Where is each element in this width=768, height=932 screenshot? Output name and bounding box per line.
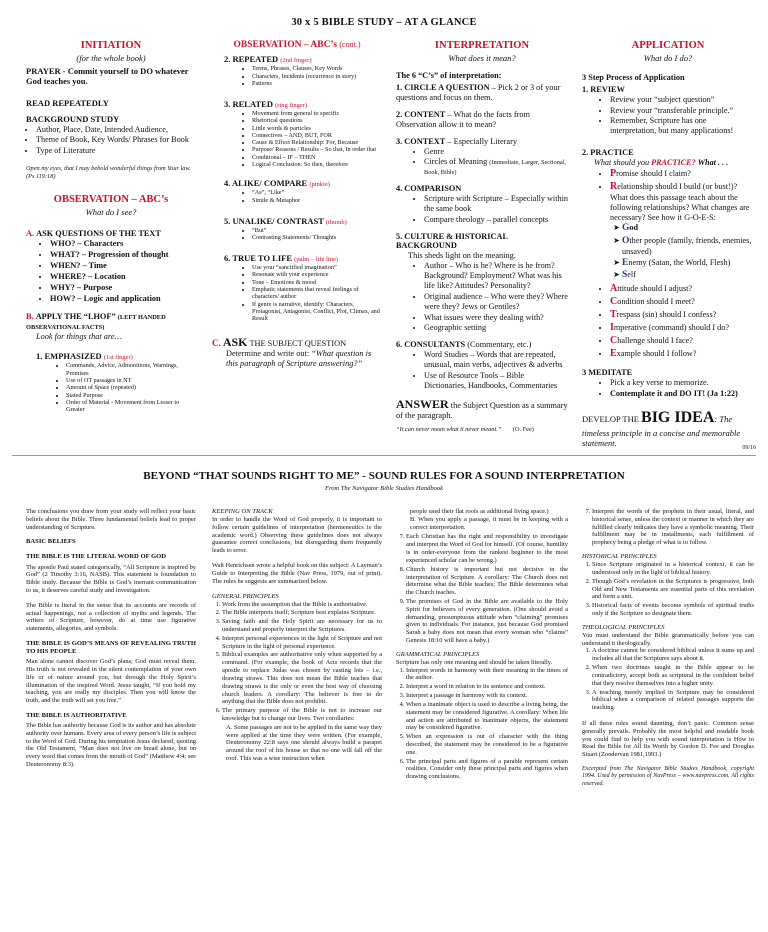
develop-rest: : The timeless principle in a concise and memorable statement.	[582, 414, 741, 448]
unalike-tag: (thumb)	[325, 218, 347, 226]
interp-sub: What does it mean?	[448, 52, 516, 63]
observation-heading: OBSERVATION – ABC’s	[53, 194, 169, 206]
authoritative-para: The Bible has authority because God is its author and has absolute authority over humans. Every area of every person’s life is subject to the Word of God. During his temptation Jesus declared, quoting the Old Testament, “Man does not live on bread alone, but on every word that comes from the mouth of God” (Matthew 4:4; see Deuteronomy 8:3).	[26, 721, 196, 769]
historical-heading: HISTORICAL PRINCIPLES	[582, 553, 657, 561]
acrostic-text: ttitude should I adjust?	[617, 283, 693, 293]
acrostic-text: elationship should I build (or bust!)? What does this passage teach about the following relationships? What changes are necessary? See how it G-O-E-S:	[610, 181, 750, 222]
emph-item: • Commands, Advice, Admonitions, Warnings, Promises	[66, 362, 196, 377]
corollary-a: A. Some passages are not to be applied in the same way they were applied at the time they were written. (For example, Deuteronomy 22:8 says one should always build a parapet around the roof of his house so that no one will fall off the roof. This was a wise instruction when	[226, 723, 382, 762]
related-item: • Little words & particles	[252, 125, 382, 132]
i1-label: 1. CIRCLE A QUESTION	[396, 82, 490, 92]
authoritative-heading: THE BIBLE IS AUTHORITATIVE	[26, 711, 127, 719]
c-det: Determine and write out:	[226, 348, 310, 358]
related-tag: (ring finger)	[275, 102, 308, 110]
truetolife-label: 6. TRUE TO LIFE	[224, 253, 293, 264]
general-item: 1. Work from the assumption that the Bible is authoritative.	[222, 601, 382, 609]
related-item: • Movement from general to specific	[252, 110, 382, 117]
grammatical-item: 5. When an expression is out of character with the thing described, the statement may be considered to be a figurative one.	[406, 733, 568, 756]
grammatical-item: 2. Interpret a word in relation to its sentence and context.	[406, 683, 568, 691]
keeping-para: In order to handle the Word of God properly, it is important to follow certain guidelines of interpretation (hermeneutics is the academic word.) Observing these guidelines does not always guarantee correct conclusions, but disregarding them frequently leads to error.	[212, 516, 382, 555]
b-text: APPLY THE “LHOF”	[35, 311, 116, 321]
bottom-title: BEYOND “THAT SOUNDS RIGHT TO ME” - SOUND RULES FOR A SOUND INTERPRETATION	[143, 470, 625, 482]
acrostic-letter: I	[610, 321, 614, 333]
observation-sub: What do I see?	[85, 206, 137, 217]
divider	[12, 455, 756, 456]
initiation-heading: INITIATION	[80, 40, 142, 51]
i3-rest: – Especially Literary	[447, 136, 517, 146]
emph-item: • Order of Material - Movement from Lesser to Greater	[66, 399, 196, 414]
grammatical-heading: GRAMMATICAL PRINCIPLES	[396, 650, 480, 658]
ask-big: ASK	[222, 334, 248, 349]
bottom-col-1	[26, 508, 196, 776]
acrostic-letter: R	[610, 180, 618, 192]
answer-big: ANSWER	[396, 396, 449, 411]
acrostic-text: hallenge should I face?	[617, 335, 693, 345]
c-label: C.	[212, 337, 221, 348]
meditate-label: 3 MEDITATE	[582, 367, 633, 377]
acrostic-letter: C	[610, 295, 618, 307]
date-stamp: 09/16	[742, 445, 756, 451]
i5-item: • Original audience – Who were they? Where were they? Jews or Gentiles?	[424, 292, 568, 312]
verse-text: Open my eyes, that I may behold wonderful things from Your law. (Ps 119:18)	[26, 165, 191, 180]
goes-letter: S	[622, 270, 628, 281]
i5-sub: This sheds light on the meaning.	[408, 251, 516, 261]
goes-text: elf	[627, 270, 636, 280]
review-item: • Review your “transferable principle.”	[610, 106, 754, 116]
meditate-item: • Contemplate it and DO IT! (Ja 1:22)	[610, 389, 754, 399]
i6-item: • Word Studies – Words that are repeated, unusual, main verbs, adjectives & adverbs	[424, 350, 568, 370]
bg-item: • Type of Literature	[36, 146, 196, 156]
bottom-col-3	[396, 508, 568, 782]
general-item: 7. Each Christian has the right and responsibility to investigate and interpret the Word of God for himself. (Of course, humility is in order-everyone from the rankest beginner to the most experienced scholar can be wrong.)	[406, 533, 568, 564]
truetolife-item: • If genre is narrative, identify: Characters, Protagonist, Antagonist, Conflict, Plot, Climax, and Result	[252, 301, 382, 323]
ask-item: • WHO? – Characters	[50, 239, 196, 249]
practice-what: What . . .	[697, 158, 729, 168]
emph-item: • Use of OT passages in NT	[66, 377, 196, 384]
unalike-item: • “But”	[252, 227, 382, 234]
i6-item: • Use of Resource Tools – Bible Dictionaries, Handbooks, Commentaries	[424, 371, 568, 391]
revealing-para: Man alone cannot discover God’s plans; God must reveal them. His truth is not revealed in the silent contemplation of your own life or of nature around you, but through the Holy Spirit’s illumination of the inspired Word. Jesus taught, “If you hold my teaching, you are really my disciples. Then you will know the truth, and the truth will set you free.”	[26, 658, 196, 705]
obs-cont-tag: (cont.)	[339, 40, 361, 49]
alike-label: 4. ALIKE/ COMPARE	[224, 178, 308, 189]
ask-item: • WHAT? – Progression of thought	[50, 250, 196, 260]
acrostic-text: mperative (command) should I do?	[613, 322, 729, 332]
alike-tag: (pinkie)	[309, 181, 330, 189]
general-item: 5. Biblical examples are authoritative only when supported by a command. (For example, the book of Acts records that the apostle to replace Judas was chosen by casting lots – i.e., drawing straws. This does not mean the Bible teaches that drawing straws is the only or even the best way of choosing church leaders. A corollary: The believer is free to do anything that the Bible does not prohibit.	[222, 651, 382, 706]
related-item: • Rhetorical questions	[252, 117, 382, 124]
ask-item: • WHEN? – Time	[50, 261, 196, 271]
practice-word: PRACTICE?	[651, 158, 696, 168]
six-cs: The 6 “C’s” of interpretation:	[396, 70, 502, 80]
theological-item: 1. A doctrine cannot be considered biblical unless it sums up and includes all that the Scriptures says about it.	[592, 647, 754, 663]
related-item: • Conditional – IF – THEN	[252, 154, 382, 161]
b-sub: Look for things that are…	[36, 331, 122, 341]
initiation-sub: (for the whole book)	[76, 52, 146, 63]
repeated-item: • Terms, Phrases, Clauses, Key Words	[252, 65, 382, 72]
ask-item: • WHY? – Purpose	[50, 283, 196, 293]
acrostic-text: ondition should I meet?	[617, 296, 695, 306]
i2-label: 2. CONTENT	[396, 109, 446, 119]
b-label: B.	[26, 311, 34, 321]
bottom-source: From The Navigator Bible Studies Handbook	[324, 485, 443, 492]
repeated-label: 2. REPEATED	[224, 54, 279, 65]
unalike-label: 5. UNALIKE/ CONTRAST	[224, 215, 324, 226]
bottom-col-4	[582, 508, 754, 795]
ask-item: • HOW? – Logic and application	[50, 294, 196, 304]
alike-item: • “As”, “Like”	[252, 189, 382, 196]
practice-sub: What should you	[594, 158, 650, 168]
general-item: 8. Church history is important but not decisive in the interpretation of Scripture. A corollary: The Church does not determine what the Bible teaches; The Bible determines what the Church teaches.	[406, 566, 568, 597]
related-item: • Logical Conclusion: So then, therefore	[252, 161, 382, 168]
i5-item: • Geographic setting	[424, 323, 568, 333]
revealing-heading: THE BIBLE IS GOD’S MEANS OF REVEALING TRUTH TO HIS PEOPLE	[26, 640, 196, 656]
meditate-item: • Pick a key verse to memorize.	[610, 378, 754, 388]
walt-para: Walt Henrichsen wrote a helpful book on this subject: A Layman’s Guide to Interpreting the Bible (Nav Press, 1979, out of print). The rules he suggests are summarized below.	[212, 562, 382, 585]
general-item: 9. The promises of God in the Bible are available to the Holy Spirit for believers of every generation. (One should avoid a demanding, presumptuous attitude when “claiming” promises given to individuals. For instance, just because God promised Sarah a baby does not mean that every woman who “claims” Genesis 18:10 will have a baby.)	[406, 598, 568, 645]
copyright-para: Excerpted from The Navigator Bible Studies Handbook, copyright 1994. Used by permission of NavPress – www.navpress.com. All rights reserved.	[582, 766, 754, 787]
app-step: 3 Step Process of Application	[582, 72, 685, 82]
goes-letter: O	[622, 235, 630, 246]
goes-text: nemy (Satan, the World, Flesh)	[628, 258, 731, 268]
page-title: 30 x 5 BIBLE STUDY – AT A GLANCE	[291, 17, 477, 28]
acrostic-text: respass (sin) should I confess?	[616, 309, 717, 319]
c-question: “What question is this paragraph of Scripture answering?”	[226, 348, 372, 368]
emphasized-label: 1. EMPHASIZED	[36, 351, 102, 362]
i4-label: 4. COMPARISON	[396, 184, 462, 194]
i2-rest: – What do the facts from Observation allow it to mean?	[396, 109, 530, 129]
literal-heading: THE BIBLE IS THE LITERAL WORD OF GOD	[26, 553, 167, 561]
keeping-heading: KEEPING ON TRACK	[212, 508, 273, 515]
truetolife-item: • Use your “sanctified imagination”	[252, 264, 382, 271]
general-heading: GENERAL PRINCIPLES	[212, 592, 279, 600]
i5-item: • What issues were they dealing with?	[424, 313, 568, 323]
truetolife-item: • Emphatic statements that reveal feelings of characters/ author	[252, 286, 382, 301]
observation-cont-column	[212, 40, 382, 369]
alike-item: • Simile & Metaphor	[252, 197, 382, 204]
interpretation-column	[396, 40, 568, 434]
general-item: 6. The primary purpose of the Bible is not to increase our knowledge but to change our lives. Two corollaries:	[222, 707, 382, 723]
i6-label: 6. CONSULTANTS	[396, 340, 466, 350]
emph-item: • Amount of Space (repeated)	[66, 384, 196, 391]
acrostic-text: xample should I follow?	[616, 348, 697, 358]
i3-item: • Genre	[424, 147, 568, 157]
acrostic-letter: A	[610, 282, 618, 294]
i4-item: • Compare theology – parallel concepts	[424, 215, 568, 225]
acrostic-letter: P	[610, 167, 617, 179]
truetolife-item: • Resonate with your experience	[252, 271, 382, 278]
acrostic-letter: C	[610, 334, 618, 346]
quote: “It can never mean what it never meant.”	[396, 425, 502, 433]
historical-item: 3. Historical facts of events become symbols of spiritual truths only if the Scripture so designate them.	[592, 602, 754, 618]
truetolife-item: • Tone – Emotions & mood	[252, 279, 382, 286]
grammatical-item: 6. The principal parts and figures of a parable represent certain realities. Consider only these principal parts and figures when drawing conclusions.	[406, 758, 568, 781]
related-item: • Cause & Effect Relationship: For, Because	[252, 139, 382, 146]
unalike-item: • Contrasting Statements/ Thoughts	[252, 234, 382, 241]
app-heading: APPLICATION	[631, 40, 705, 51]
basic-beliefs-heading: BASIC BELIEFS	[26, 538, 76, 546]
theological-item: 3. A teaching merely implied in Scripture may be considered biblical when a comparison of related passages supports the teaching.	[592, 689, 754, 712]
related-label: 3. RELATED	[224, 99, 273, 110]
related-item: • Connectives – AND, BUT, FOR	[252, 132, 382, 139]
repeated-item: • Patterns	[252, 80, 382, 87]
acrostic-letter: T	[610, 308, 617, 320]
i5-label: 5. CULTURE & HISTORICAL BACKGROUND	[396, 231, 508, 251]
app-sub: What do I do?	[643, 52, 693, 63]
goes-text: od	[629, 223, 639, 233]
i3-label: 3. CONTEXT	[396, 136, 446, 146]
c-text: THE SUBJECT QUESTION	[249, 338, 347, 348]
truetolife-tag: (palm – life line)	[294, 256, 339, 264]
goes-letter: G	[622, 223, 630, 234]
grammatical-item: 1. Interpret words in harmony with their meaning in the times of the author.	[406, 667, 568, 683]
read-text: READ REPEATEDLY	[26, 98, 109, 109]
prayer-text: PRAYER - Commit yourself to DO whatever God teaches you.	[26, 65, 189, 86]
bg-item: • Theme of Book, Key Words/ Phrases for Book	[36, 135, 196, 145]
repeated-item: • Characters, Incidents (recurrence in story)	[252, 73, 382, 80]
bottom-col-2	[212, 508, 382, 763]
application-column	[582, 40, 754, 448]
i6-rest: (Commentary, etc.)	[467, 340, 532, 350]
review-item: • Remember, Scripture has one interpretation, but many applications!	[610, 116, 754, 136]
a-label: A.	[26, 228, 35, 238]
related-item: • Purpose/ Reasons / Results – So that, In order that	[252, 146, 382, 153]
goes-letter: E	[622, 258, 629, 269]
c3-cont: people used their flat roofs as additional living space.)	[410, 508, 549, 515]
i4-item: • Scripture with Scripture – Especially within the same book	[424, 194, 568, 214]
historical-item: 1. Since Scripture originated in a historical context, it can be understood only in the light of biblical history.	[592, 561, 754, 577]
interp-heading: INTERPRETATION	[434, 40, 530, 51]
literal-para: The apostle Paul stated categorically, “All Scripture is inspired by God” (2 Timothy 3:16, NASB). This statement is foundation to Bible study. Because the Bible is God’s inerrant communication to us, it deserves careful study and investigation.	[26, 563, 196, 594]
historical-item: 2. Though God’s revelation in the Scriptures is progressive, both Old and New Testaments are essential parts of this revelation and form a unit.	[592, 578, 754, 601]
corollary-b: B. When you apply a passage, it must be in keeping with a correct interpretation.	[410, 515, 568, 531]
bg-text: BACKGROUND STUDY	[26, 114, 120, 125]
emphasized-tag: (1st finger)	[103, 354, 133, 362]
quote-by: (O. Fee)	[512, 425, 534, 433]
develop-text: DEVELOP THE	[582, 414, 639, 425]
bg-item: • Author, Place, Date, Intended Audience,	[36, 125, 196, 135]
intro-para: The conclusions you draw from your study will reflect your basic beliefs about the Bible. Three fundamental beliefs lead to proper understanding of Scripture.	[26, 508, 196, 531]
general-item: 4. Interpret personal experiences in the light of Scripture and not Scripture in the light of personal experience.	[222, 635, 382, 651]
i1-rest: – Pick 2 or 3 of your questions and focus on them.	[396, 82, 561, 102]
i3-item: Circles of Meaning	[424, 157, 488, 167]
literal-para2: The Bible is literal in the sense that its accounts are records of actual happenings, not a collection of myths and legends. The writers of Scripture, however, do at time use figurative statements, allegories, and symbols.	[26, 601, 196, 633]
review-item: • Review your “subject question”	[610, 95, 754, 105]
general-item: 3. Saving faith and the Holy Spirit are necessary for us to understand and properly interpret the Scriptures.	[222, 618, 382, 634]
closing-para: If all these rules sound daunting, don’t panic. Common sense generally prevails. Probably the most helpful and readable book you could find to help you with sound interpretation is How to Read the Bible for All Its Worth by Gordon D. Fee and Douglas Stuart (Zondervan 1981,1993.)	[582, 719, 754, 759]
general-item: 2. The Bible interprets itself; Scripture best explains Scripture.	[222, 609, 382, 617]
repeated-tag: (2nd finger)	[280, 57, 312, 65]
initiation-column	[26, 40, 196, 413]
grammatical-item: 4. When a inanimate object is used to describe a living being, the statement may be considered figurative. A corollary: When life and action are attributed to inanimate objects, the statement may be considered figurative.	[406, 701, 568, 732]
acrostic-letter: E	[610, 347, 617, 359]
theological-heading: THEOLOGICAL PRINCIPLES	[582, 623, 665, 631]
big-idea: BIG IDEA	[641, 409, 715, 427]
b-tag: (LEFT HANDED OBSERVATIONAL FACTS)	[26, 313, 166, 331]
practice-label: 2. PRACTICE	[582, 148, 634, 158]
answer-rest: the Subject Question as a summary of the paragraph.	[396, 400, 568, 420]
ask-item: • WHERE? – Location	[50, 272, 196, 282]
obs-cont-heading: OBSERVATION – ABC’s	[233, 40, 337, 50]
emph-item: • Stated Purpose	[66, 392, 196, 399]
goes-text: ther people (family, friends, enemies, unsaved)	[622, 235, 752, 257]
theological-para: You must understand the Bible grammatically before you can understand it theologically.	[582, 631, 754, 647]
grammatical-item: 7. Interpret the words of the prophets in their usual, literal, and historical sense, unless the context or manner in which they are fulfilled clearly indicates they have a symbolic meaning. Their fulfillment may be in installments, each fulfillment of prophecy being a pledge of what is to follow.	[592, 508, 754, 547]
acrostic-text: romise should I claim?	[616, 168, 691, 178]
i5-item: • Author – Who is he? Where is he from? Background? Employment? What was his life like? Attitudes? Personality?	[424, 261, 568, 291]
grammatical-item: 3. Interpret a passage in harmony with its context.	[406, 692, 568, 700]
theological-item: 2. When two doctrines taught in the Bible appear to be contradictory, accept both as scriptural in the confident belief that they resolve themselves into a higher unity.	[592, 664, 754, 687]
review-label: 1. REVIEW	[582, 84, 625, 94]
grammatical-para: Scripture has only one meaning and should be taken literally.	[396, 658, 553, 666]
i3-tag: (Immediate, Larger, Sectional, Book, Bible)	[424, 159, 567, 177]
a-text: ASK QUESTIONS OF THE TEXT	[36, 228, 161, 238]
